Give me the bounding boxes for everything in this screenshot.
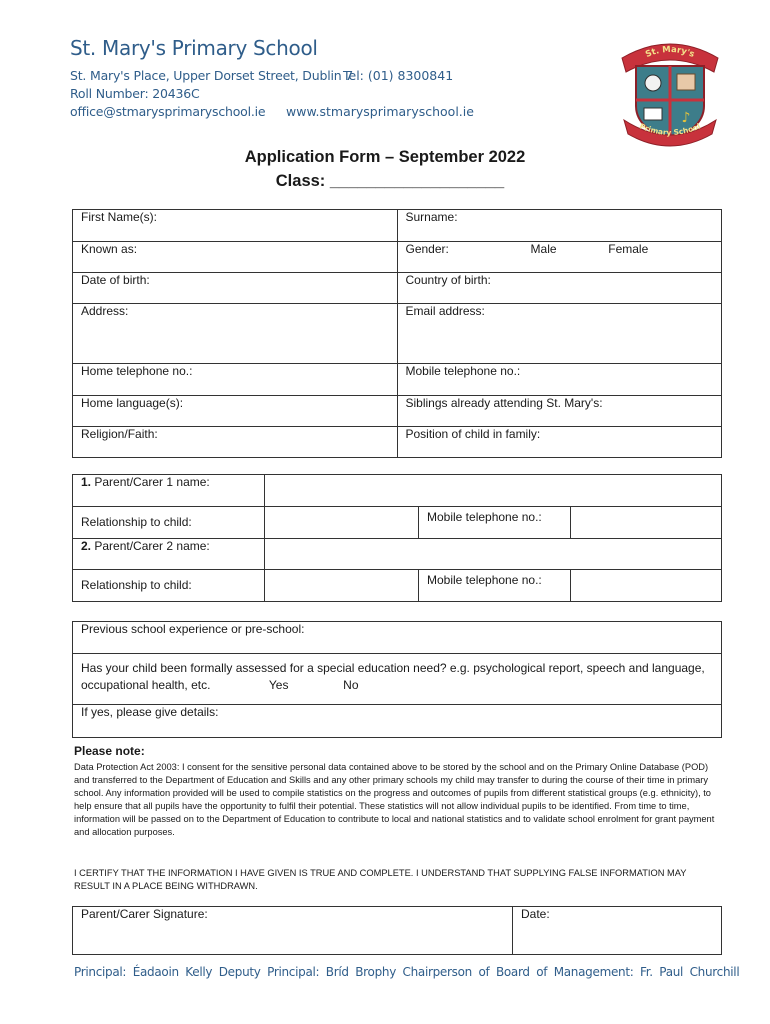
- school-name: St. Mary's Primary School: [70, 36, 318, 60]
- signature-field[interactable]: Parent/Carer Signature:: [73, 907, 513, 955]
- special-education-field[interactable]: Has your child been formally assessed for a special education need? e.g. psychological report, speech and language, occupational health, etc. Yes No: [73, 654, 722, 705]
- gender-female-option[interactable]: Female: [608, 242, 649, 256]
- gender-male-option[interactable]: Male: [530, 242, 557, 256]
- family-position-field[interactable]: Position of child in family:: [397, 427, 722, 458]
- parent2-mobile-input[interactable]: [571, 570, 722, 602]
- certify-statement: I CERTIFY THAT THE INFORMATION I HAVE GIVEN IS TRUE AND COMPLETE. I UNDERSTAND THAT SUPPLYING FALSE INFORMATION MAY RESULT IN A PLACE BEING WITHDRAWN.: [74, 868, 687, 891]
- address-field[interactable]: Address:: [73, 304, 398, 364]
- mobile-telephone-field[interactable]: Mobile telephone no.:: [397, 364, 722, 396]
- home-telephone-field[interactable]: Home telephone no.:: [73, 364, 398, 396]
- parent1-name-label: 1. Parent/Carer 1 name:: [73, 475, 265, 507]
- footer-staff: Principal: Éadaoin Kelly Deputy Principal: Bríd Brophy Chairperson of Board of Management: Fr. Paul Churchill: [74, 965, 740, 979]
- gender-field[interactable]: Gender: Male Female: [397, 242, 722, 273]
- parent2-relationship-label: Relationship to child:: [73, 570, 265, 602]
- assessed-yes-option[interactable]: Yes: [268, 678, 289, 692]
- school-crest-logo: [614, 36, 726, 148]
- parent1-relationship-label: Relationship to child:: [73, 507, 265, 539]
- assessed-no-option[interactable]: No: [343, 678, 359, 692]
- crest-text-top: St. Mary's: [644, 44, 696, 60]
- email-field[interactable]: Email address:: [397, 304, 722, 364]
- date-field[interactable]: Date:: [513, 907, 722, 955]
- form-title: Application Form – September 2022: [244, 148, 526, 166]
- school-telephone: Tel: (01) 8300841: [343, 68, 454, 83]
- crest-text-bottom: Primary School: [638, 121, 702, 138]
- siblings-field[interactable]: Siblings already attending St. Mary's:: [397, 396, 722, 427]
- school-info-table: [72, 621, 722, 738]
- parent-details-table: [72, 474, 722, 602]
- surname-field[interactable]: Surname:: [397, 210, 722, 242]
- school-address: St. Mary's Place, Upper Dorset Street, Dublin 7: [70, 68, 353, 83]
- parent1-mobile-label: Mobile telephone no.:: [419, 507, 571, 539]
- dob-field[interactable]: Date of birth:: [73, 273, 398, 304]
- class-field[interactable]: Class: ___________________: [275, 172, 505, 190]
- country-of-birth-field[interactable]: Country of birth:: [397, 273, 722, 304]
- signature-table: [72, 906, 722, 955]
- school-email: office@stmarysprimaryschool.ie: [70, 104, 266, 119]
- parent2-relationship-input[interactable]: [265, 570, 419, 602]
- parent1-name-input[interactable]: [265, 475, 722, 507]
- data-protection-text: Data Protection Act 2003: I consent for the sensitive personal data contained above to be stored by the school and on the Primary Online Database (POD) and transferred to the Department of Education and Skills and any other primary schools my child may transfer to during the course of their time in primary school. Any information provided will be used to compile statistics on the progress and outcomes of pupils from different statistical groups (e.g. ethnicity), to help ensure that all pupils have the opportunity to fulfil their potential. These statistics will not allow individual pupils to be identified. From time to time, information will be passed on to the Department of Education to contribute to local and national statistics and to validate school enrolment for grant payment and allocation purposes.: [74, 762, 715, 837]
- religion-field[interactable]: Religion/Faith:: [73, 427, 398, 458]
- parent1-relationship-input[interactable]: [265, 507, 419, 539]
- details-field[interactable]: If yes, please give details:: [73, 705, 722, 738]
- previous-school-field[interactable]: Previous school experience or pre-school:: [73, 622, 722, 654]
- svg-text:♪: ♪: [681, 110, 691, 126]
- first-name-field[interactable]: First Name(s):: [73, 210, 398, 242]
- known-as-field[interactable]: Known as:: [73, 242, 398, 273]
- please-note-heading: Please note:: [74, 744, 145, 758]
- parent2-name-label: 2. Parent/Carer 2 name:: [73, 539, 265, 570]
- home-language-field[interactable]: Home language(s):: [73, 396, 398, 427]
- parent2-mobile-label: Mobile telephone no.:: [419, 570, 571, 602]
- roll-number: Roll Number: 20436C: [70, 86, 200, 101]
- child-details-table: [72, 209, 722, 458]
- parent1-mobile-input[interactable]: [571, 507, 722, 539]
- parent2-name-input[interactable]: [265, 539, 722, 570]
- school-website: www.stmarysprimaryschool.ie: [286, 104, 474, 119]
